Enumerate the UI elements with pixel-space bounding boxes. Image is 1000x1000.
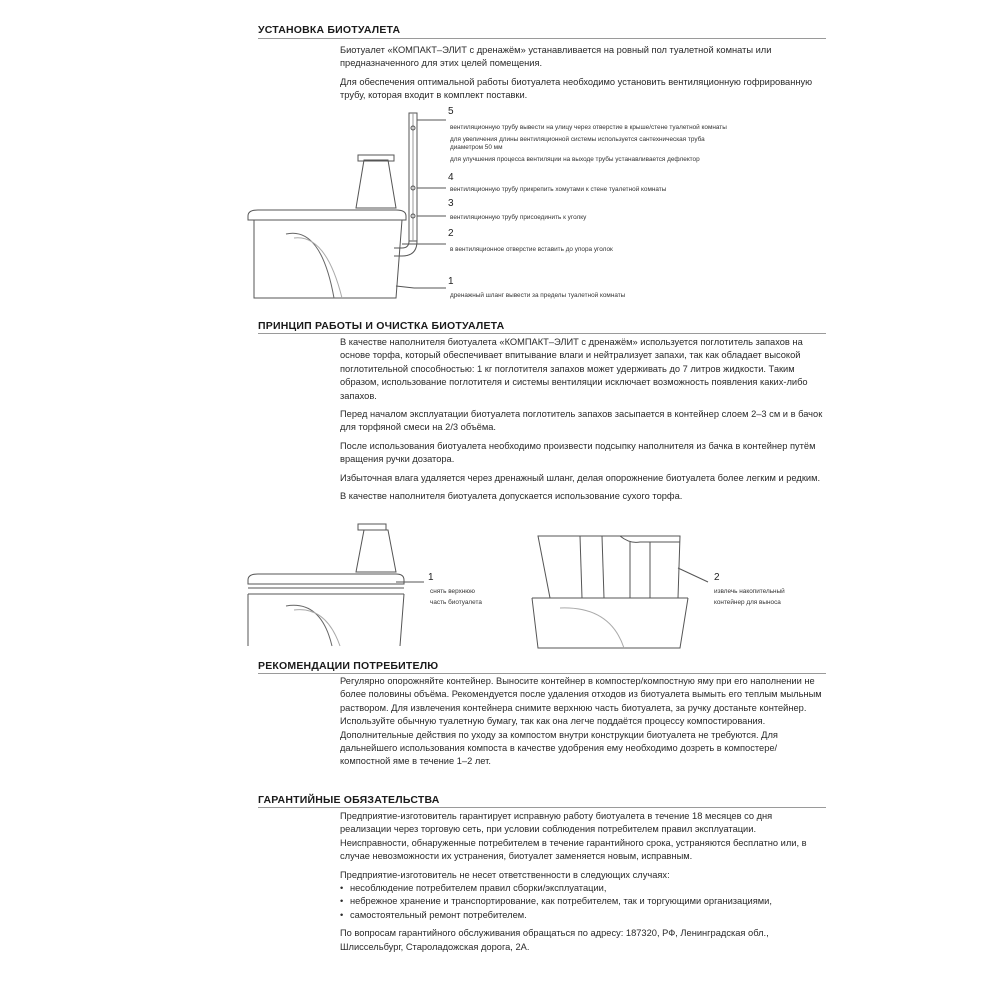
callout-text-4: вентиляционную трубу прикрепить хомутами к стене туалетной комнаты [450,186,667,193]
operation-text [340,336,824,508]
bullet-item: • самостоятельный ремонт потребителем. [340,909,824,922]
callout-number-3: 3 [448,198,454,209]
paragraph: Избыточная влага удаляется через дренажный шланг, делая опорожнение биотуалета более легким и редким. [340,472,821,483]
paragraph: После использования биотуалета необходимо произвести подсыпку наполнителя из бачка в контейнер путём вращения ручки дозатора. [340,440,816,465]
paragraph: Предприятие-изготовитель не несет ответственности в следующих случаях: [340,869,670,880]
section-divider [258,38,826,39]
callout-number-5: 5 [448,106,454,117]
installation-text [340,44,824,108]
callout-number-1: 1 [448,276,454,287]
section-title-installation: УСТАНОВКА БИОТУАЛЕТА [258,24,401,36]
paragraph: По вопросам гарантийного обслуживания обращаться по адресу: 187320, РФ, Ленинградская обл., Шлиссельбург, Староладожская дорога, 2А. [340,928,769,952]
callout-text-remove-container: извлечь накопительный контейнер для выноса [714,588,785,606]
paragraph: Регулярно опорожняйте контейнер. Выносите контейнер в компостер/компостную яму при его наполнении не более половины объёма. Рекомендуется после удаления отходов из биотуалета вымыть его теплым мыльным раствором. Для извлечения контейнера снимите верхнюю часть биотуалета, за ручку достаньте контейнер. Используйте обычную туалетную бумагу, так как она легче поддаётся процессу компостирования. Дополнительные действия по уходу за компостом внутри конструкции биотуалета не требуются. Для дальнейшего использования компоста в качестве удобрения ему необходимо дозреть в компостере/компостной яме в течение 1–2 лет. [340,676,822,767]
warranty-text [340,810,824,954]
section-divider [258,673,826,674]
paragraph: Предприятие-изготовитель гарантирует исправную работу биотуалета в течение 18 месяцев со дня реализации через торговую сеть, при условии соблюдения потребителем правил эксплуатации. Неисправности, обнаруженные потребителем в течение гарантийного срока, устраняются бесплатно или, в случае невозможности их устранения, биотуалет заменяется новым, исправным. [340,811,807,862]
section-title-warranty: ГАРАНТИЙНЫЕ ОБЯЗАТЕЛЬСТВА [258,794,440,806]
remove-container-diagram [530,528,730,653]
callout-number-2: 2 [448,228,454,239]
paragraph: В качестве наполнителя биотуалета допускается использование сухого торфа. [340,491,683,502]
recommendations-text [340,675,824,769]
section-divider [258,807,826,808]
paragraph: В качестве наполнителя биотуалета «КОМПАКТ–ЭЛИТ с дренажём» используется поглотитель запахов на основе торфа, который обеспечивает впитывание влаги и нейтрализует запахи, так как обладает высокой поглотительной способностью: 1 кг поглотителя запахов может удерживать до 7 литров жидкости. Таким образом, использование поглотителя и системы вентиляции исключает возможность появления каких-либо запахов. [340,337,808,401]
callout-number-remove-top: 1 [428,572,434,583]
paragraph: Для обеспечения оптимальной работы биотуалета необходимо установить вентиляционную гофрированную трубу, которая входит в комплект поставки. [340,76,813,101]
bullet-item: • небрежное хранение и транспортирование, как потребителем, так и торгующими организациями, [340,895,824,908]
section-title-operation: ПРИНЦИП РАБОТЫ И ОЧИСТКА БИОТУАЛЕТА [258,320,505,332]
callout-text-3: вентиляционную трубу присоединить к уголку [450,214,587,221]
paragraph: Биотуалет «КОМПАКТ–ЭЛИТ с дренажём» устанавливается на ровный пол туалетной комнаты или предназначенного для этих целей помещения. [340,45,772,69]
bullet-item: • несоблюдение потребителем правил сборки/эксплуатации, [340,882,824,895]
callout-text-remove-top: снять верхнюю часть биотуалета [430,588,482,606]
callout-number-4: 4 [448,172,454,183]
callout-text-5: вентиляционную трубу вывести на улицу через отверстие в крыше/стене туалетной комнаты для увеличения длины вентиляционной системы используется сантехническая труба диаметром 50 мм для улучшения процесса вентиляции на выходе трубы устанавливается дефлектор [450,124,727,163]
section-title-recommendations: РЕКОМЕНДАЦИИ ПОТРЕБИТЕЛЮ [258,660,439,672]
paragraph: Перед началом эксплуатации биотуалета поглотитель запахов засыпается в контейнер слоем 2–3 см и в бачок для торфяной смеси на 2/3 объёма. [340,409,823,433]
remove-top-diagram [246,520,446,650]
callout-text-2: в вентиляционное отверстие вставить до упора уголок [450,246,613,253]
callout-text-1: дренажный шланг вывести за пределы туалетной комнаты [450,292,626,299]
section-divider [258,333,826,334]
callout-number-remove-container: 2 [714,572,720,583]
